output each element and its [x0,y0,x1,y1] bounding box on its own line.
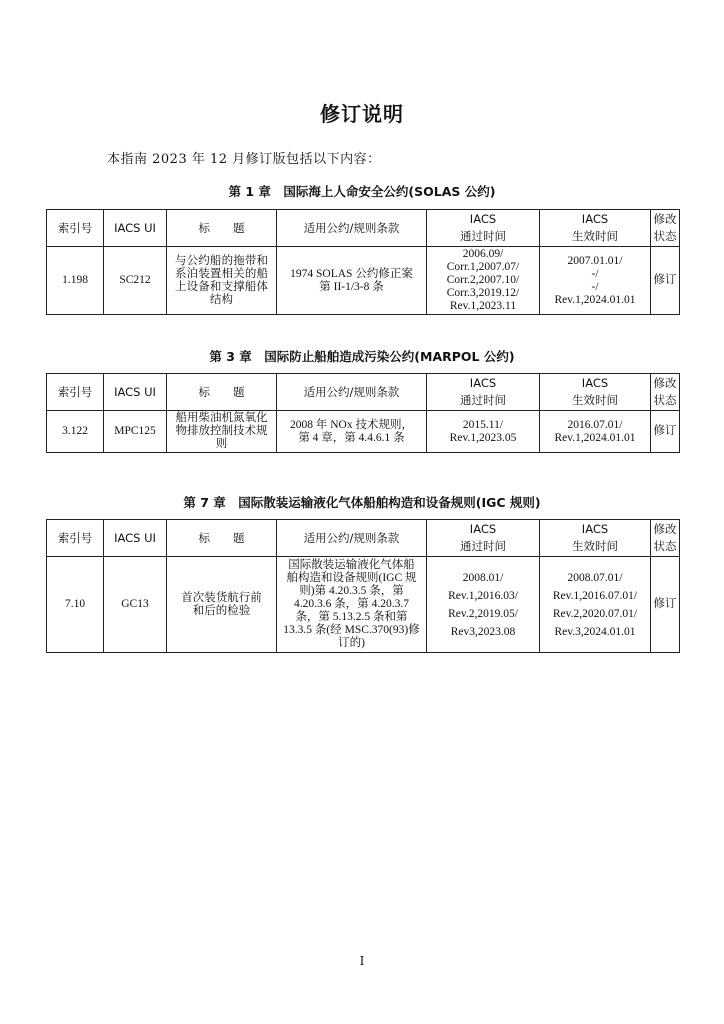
cell-status: 修订 [651,557,680,653]
cell-status: 修订 [651,247,680,315]
cell-status: 修订 [651,411,680,453]
header-ui: IACS UI [104,374,167,411]
cell-index: 3.122 [47,411,104,453]
header-status: 修改 状态 [651,210,680,247]
header-clause: 适用公约/规则条款 [277,520,427,557]
cell-adopted: 2008.01/ Rev.1,2016.03/ Rev.2,2019.05/ Rev3,2023.08 [427,557,540,653]
header-effective: IACS 生效时间 [540,210,651,247]
chapter-heading-7: 第 7 章 国际散装运输液化气体船舶构造和设备规则(IGC 规则) [183,495,541,510]
cell-ui: SC212 [104,247,167,315]
chapter-heading-1: 第 1 章 国际海上人命安全公约(SOLAS 公约) [228,184,496,199]
cell-clause: 2008 年 NOx 技术规则，第 4 章，第 4.4.6.1 条 [277,411,427,453]
cell-adopted: 2006.09/ Corr.1,2007.07/ Corr.2,2007.10/ Corr.3,2019.12/ Rev.1,2023.11 [427,247,540,315]
cell-index: 7.10 [47,557,104,653]
cell-effective: 2007.01.01/ -/ -/ Rev.1,2024.01.01 [540,247,651,315]
header-clause: 适用公约/规则条款 [277,374,427,411]
header-clause: 适用公约/规则条款 [277,210,427,247]
header-subject: 标 题 [167,374,277,411]
header-effective: IACS 生效时间 [540,520,651,557]
header-adopted: IACS 通过时间 [427,374,540,411]
header-subject: 标 题 [167,520,277,557]
header-adopted: IACS 通过时间 [427,210,540,247]
cell-subject: 船用柴油机氮氧化物排放控制技术规则 [167,411,277,453]
cell-subject: 与公约船的拖带和系泊装置相关的船上设备和支撑船体结构 [167,247,277,315]
header-effective: IACS 生效时间 [540,374,651,411]
cell-index: 1.198 [47,247,104,315]
header-index: 索引号 [47,374,104,411]
cell-effective: 2016.07.01/ Rev.1,2024.01.01 [540,411,651,453]
intro-text: 本指南 2023 年 12 月修订版包括以下内容： [107,152,381,167]
header-status: 修改 状态 [651,520,680,557]
chapter-heading-3: 第 3 章 国际防止船舶造成污染公约(MARPOL 公约) [209,349,515,364]
header-ui: IACS UI [104,520,167,557]
header-subject: 标 题 [167,210,277,247]
page-title: 修订说明 [320,102,404,126]
revision-table-3 [46,373,680,453]
header-ui: IACS UI [104,210,167,247]
cell-ui: GC13 [104,557,167,653]
cell-effective: 2008.07.01/ Rev.1,2016.07.01/ Rev.2,2020.07.01/ Rev.3,2024.01.01 [540,557,651,653]
cell-adopted: 2015.11/ Rev.1,2023.05 [427,411,540,453]
cell-clause: 国际散装运输液化气体船舶构造和设备规则(IGC 规则)第 4.20.3.5 条，第 4.20.3.6 条，第 4.20.3.7 条，第 5.13.2.5 条和第 13.3.5 条(经 MSC.370(93)修订的) [277,557,427,653]
cell-ui: MPC125 [104,411,167,453]
cell-clause: 1974 SOLAS 公约修正案第 II-1/3-8 条 [277,247,427,315]
header-status: 修改 状态 [651,374,680,411]
cell-subject: 首次装货航行前和后的检验 [167,557,277,653]
page-number: I [359,954,365,968]
header-index: 索引号 [47,520,104,557]
revision-table-7 [46,519,680,653]
revision-table-1 [46,209,680,315]
header-adopted: IACS 通过时间 [427,520,540,557]
header-index: 索引号 [47,210,104,247]
